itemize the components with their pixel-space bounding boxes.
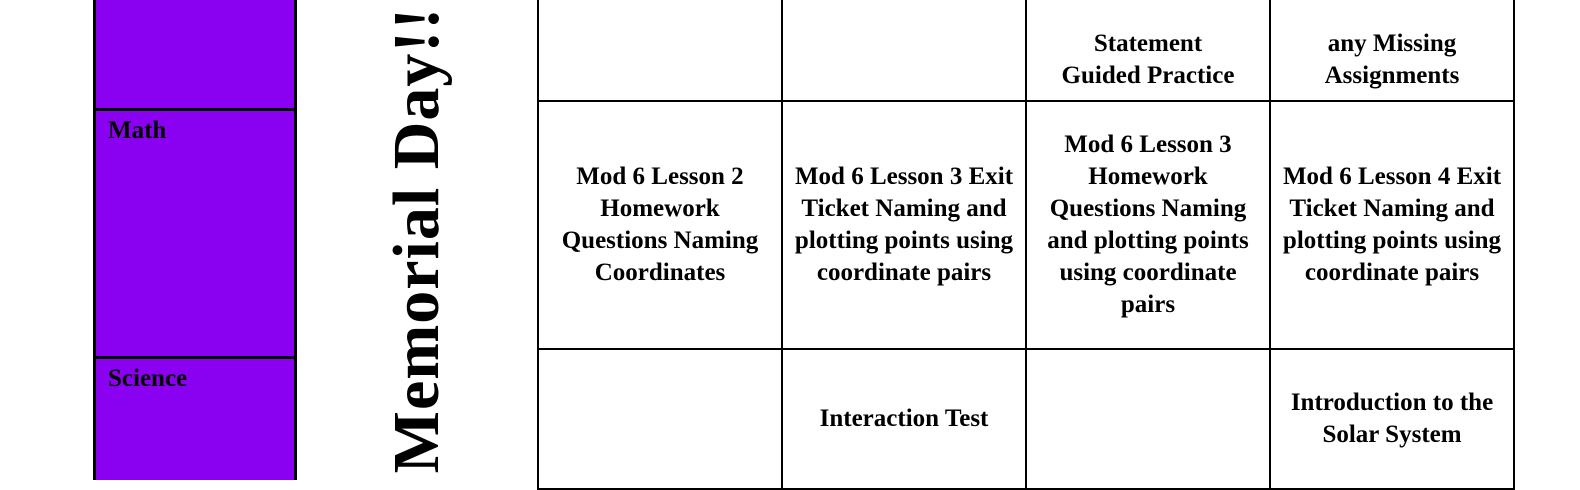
subject-cell-blank <box>96 0 294 108</box>
grid-cell: Mod 6 Lesson 2 Homework Questions Naming Coordinates <box>538 101 782 349</box>
banner-column <box>297 0 537 480</box>
grid-cell: Statement Guided Practice <box>1026 0 1270 101</box>
grid-cell <box>782 0 1026 101</box>
grid-cell: Interaction Test <box>782 349 1026 489</box>
subject-cell-science: Science <box>96 356 294 480</box>
subject-cell-math: Math <box>96 108 294 356</box>
grid-cell <box>538 349 782 489</box>
subject-column <box>93 0 297 480</box>
grid-cell: Introduction to the Solar System <box>1270 349 1514 489</box>
grid-cell <box>1026 349 1270 489</box>
memorial-day-banner: Memorial Day!! <box>380 6 453 474</box>
table-row <box>538 0 1514 101</box>
grid-cell <box>538 0 782 101</box>
grid-cell: any Missing Assignments <box>1270 0 1514 101</box>
grid-cell: Mod 6 Lesson 3 Exit Ticket Naming and plotting points using coordinate pairs <box>782 101 1026 349</box>
table-row <box>538 101 1514 349</box>
table-row <box>538 349 1514 489</box>
assignment-grid <box>537 0 1515 490</box>
grid-cell: Mod 6 Lesson 4 Exit Ticket Naming and plotting points using coordinate pairs <box>1270 101 1514 349</box>
grid-cell: Mod 6 Lesson 3 Homework Questions Naming and plotting points using coordinate pairs <box>1026 101 1270 349</box>
